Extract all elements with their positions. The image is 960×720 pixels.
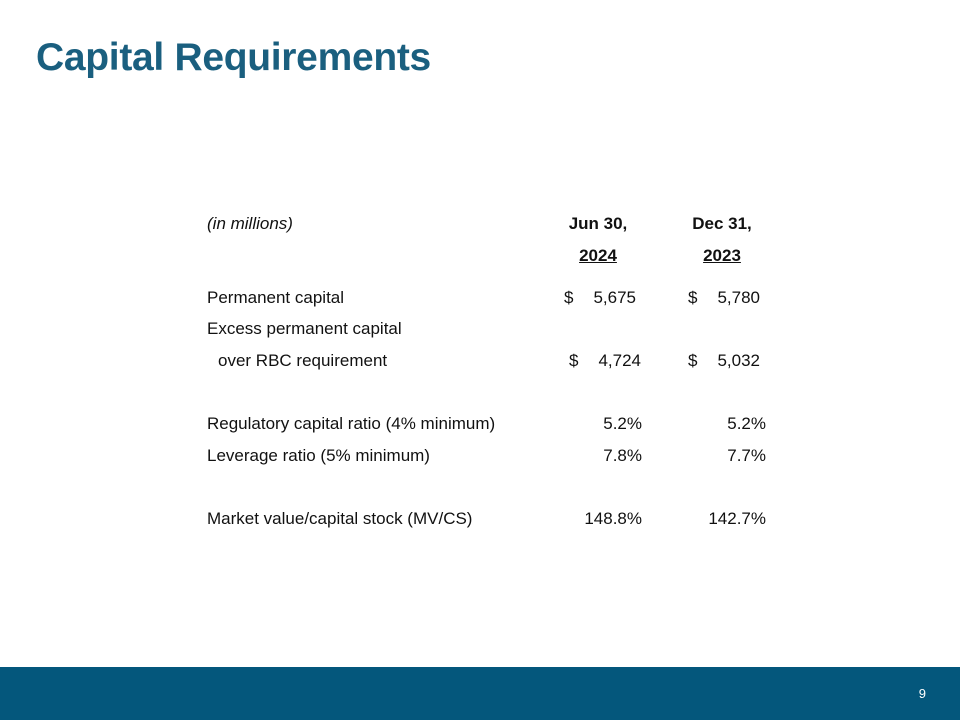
row-label-permanent-capital: Permanent capital — [207, 288, 345, 307]
currency-symbol: $ — [569, 351, 579, 370]
row-label-regulatory-capital-ratio: Regulatory capital ratio (4% minimum) — [207, 414, 496, 433]
currency-symbol: $ — [688, 288, 698, 307]
permanent-capital-value-2024: 5,675 — [593, 288, 636, 307]
column-header-2-line1: Dec 31, — [692, 214, 752, 233]
currency-symbol: $ — [688, 351, 698, 370]
row-label-excess-line1: Excess permanent capital — [207, 319, 402, 338]
page-title: Capital Requirements — [36, 36, 431, 79]
page-number: 9 — [918, 686, 926, 701]
mv-cs-2024: 148.8% — [584, 509, 642, 528]
mv-cs-2023: 142.7% — [708, 509, 766, 528]
leverage-ratio-2023: 7.7% — [727, 446, 766, 465]
footer-bar — [0, 667, 960, 720]
column-header-1-line2: 2024 — [579, 246, 617, 265]
unit-label: (in millions) — [207, 214, 293, 233]
row-label-mv-cs: Market value/capital stock (MV/CS) — [207, 509, 473, 528]
leverage-ratio-2024: 7.8% — [603, 446, 642, 465]
excess-value-2023: 5,032 — [717, 351, 760, 370]
row-label-excess-line2: over RBC requirement — [218, 351, 388, 370]
excess-value-2024: 4,724 — [598, 351, 641, 370]
column-header-1-line1: Jun 30, — [568, 214, 628, 233]
regulatory-ratio-2024: 5.2% — [603, 414, 642, 433]
permanent-capital-value-2023: 5,780 — [717, 288, 760, 307]
column-header-2-line2: 2023 — [703, 246, 741, 265]
regulatory-ratio-2023: 5.2% — [727, 414, 766, 433]
currency-symbol: $ — [564, 288, 574, 307]
row-label-leverage-ratio: Leverage ratio (5% minimum) — [207, 446, 430, 465]
